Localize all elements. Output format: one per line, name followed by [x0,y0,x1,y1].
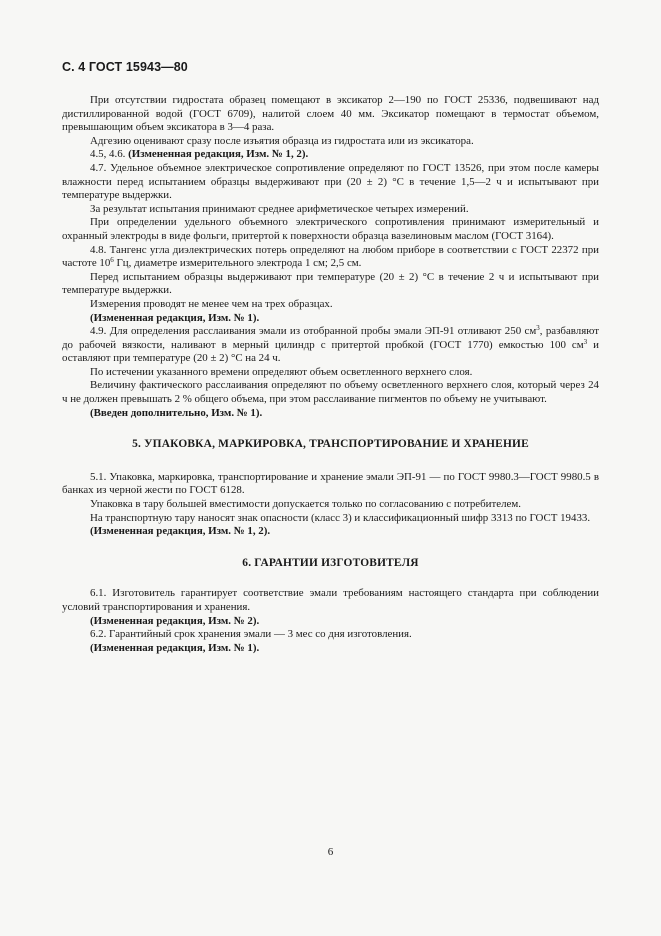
amendment-note: (Измененная редакция, Изм. № 2). [90,614,260,627]
paragraph: 4.7. Удельное объемное электрическое сопротивление определяют по ГОСТ 13526, при этом после камеры влажности перед испытанием образцы выдерживают при (20 ± 2) °С в течение 1,5—2 ч и испытывают при температуре выдержки. [62,161,599,202]
paragraph: При отсутствии гидростата образец помещают в эксикатор 2—190 по ГОСТ 25336, подвешивают над дистиллированной водой (ГОСТ 6709), налитой слоем 40 мм. Эксикатор помещают в термостат объемом, превышающим объем эксикатора в 3—4 раза. [62,94,599,134]
paragraph [62,148,599,162]
paragraph: При определении удельного объемного электрического сопротивления принимают измерительный и охранный электроды в виде фольги, притертой к поверхности образца вазелиновым маслом (ГОСТ 3164). [62,216,599,242]
clause-number: 4.5, 4.6. [90,148,126,161]
text-run: и оставляют при температуре (20 ± 2) °С на 24 ч. [62,338,599,365]
page-number: 6 [327,846,334,858]
section-5-heading: 5. УПАКОВКА, МАРКИРОВКА, ТРАНСПОРТИРОВАНИЕ И ХРАНЕНИЕ [132,438,529,451]
paragraph: 5.1. Упаковка, маркировка, транспортирование и хранение эмали ЭП-91 — по ГОСТ 9980.3—ГОСТ 9980.5 в банках из черной жести по ГОСТ 6128. [62,470,599,497]
paragraph: За результат испытания принимают среднее арифметическое четырех измерений. [90,202,469,215]
text-run: , разбавляют до рабочей вязкости, наливают в мерный цилиндр с притертой пробкой (ГОСТ 1770) емкостью 100 см [62,325,599,351]
paragraph: Величину фактического расслаивания определяют по объему осветленного верхнего слоя, который через 24 ч не должен превышать 2 % общего объема, при этом расслаивание пигментов по объему не учитывают. [62,379,599,406]
superscript: 3 [536,324,540,333]
paragraph: Измерения проводят не менее чем на трех образцах. [90,297,333,310]
section-6-heading: 6. ГАРАНТИИ ИЗГОТОВИТЕЛЯ [242,556,419,569]
paragraph: Перед испытанием образцы выдерживают при температуре (20 ± 2) °С в течение 2 ч и испытывают при температуре выдержки. [62,270,599,297]
paragraph: Упаковка в тару большей вместимости допускается только по согласованию с потребителем. [90,498,521,511]
paragraph: Адгезию оценивают сразу после изъятия образца из гидростата или из эксикатора. [90,134,474,147]
paragraph: По истечении указанного времени определяют объем осветленного верхнего слоя. [90,365,473,378]
superscript: 3 [583,337,588,346]
paragraph [62,244,599,271]
paragraph: 6.2. Гарантийный срок хранения эмали — 3 мес со дня изготовления. [90,628,412,641]
paragraph [62,325,599,366]
paragraph: На транспортную тару наносят знак опасности (класс 3) и классификационный шифр 3313 по ГОСТ 19433. [90,511,591,524]
amendment-note: (Измененная редакция, Изм. № 1). [90,311,260,324]
text-run: Гц, диаметре измерительного электрода 1 см; 2,5 см. [113,257,362,270]
document-body [62,94,599,655]
text-run: 4.8. Тангенс угла диэлектрических потерь определяют на любом приборе в соответствии с ГОСТ 22372 при частоте 10 [62,243,599,270]
paragraph: 6.1. Изготовитель гарантирует соответствие эмали требованиям настоящего стандарта при соблюдении условий транспортирования и хранения. [62,587,599,613]
text-run: 4.9. Для определения расслаивания эмали из отобранной пробы эмали ЭП-91 отливают 250 см [90,325,537,338]
superscript: 6 [110,256,114,265]
amendment-note: (Введен дополнительно, Изм. № 1). [90,406,263,419]
amendment-note: (Измененная редакция, Изм. № 1, 2). [128,148,309,161]
page-header: С. 4 ГОСТ 15943—80 [62,60,188,74]
amendment-note: (Измененная редакция, Изм. № 1). [90,641,260,654]
amendment-note: (Измененная редакция, Изм. № 1, 2). [90,525,271,538]
